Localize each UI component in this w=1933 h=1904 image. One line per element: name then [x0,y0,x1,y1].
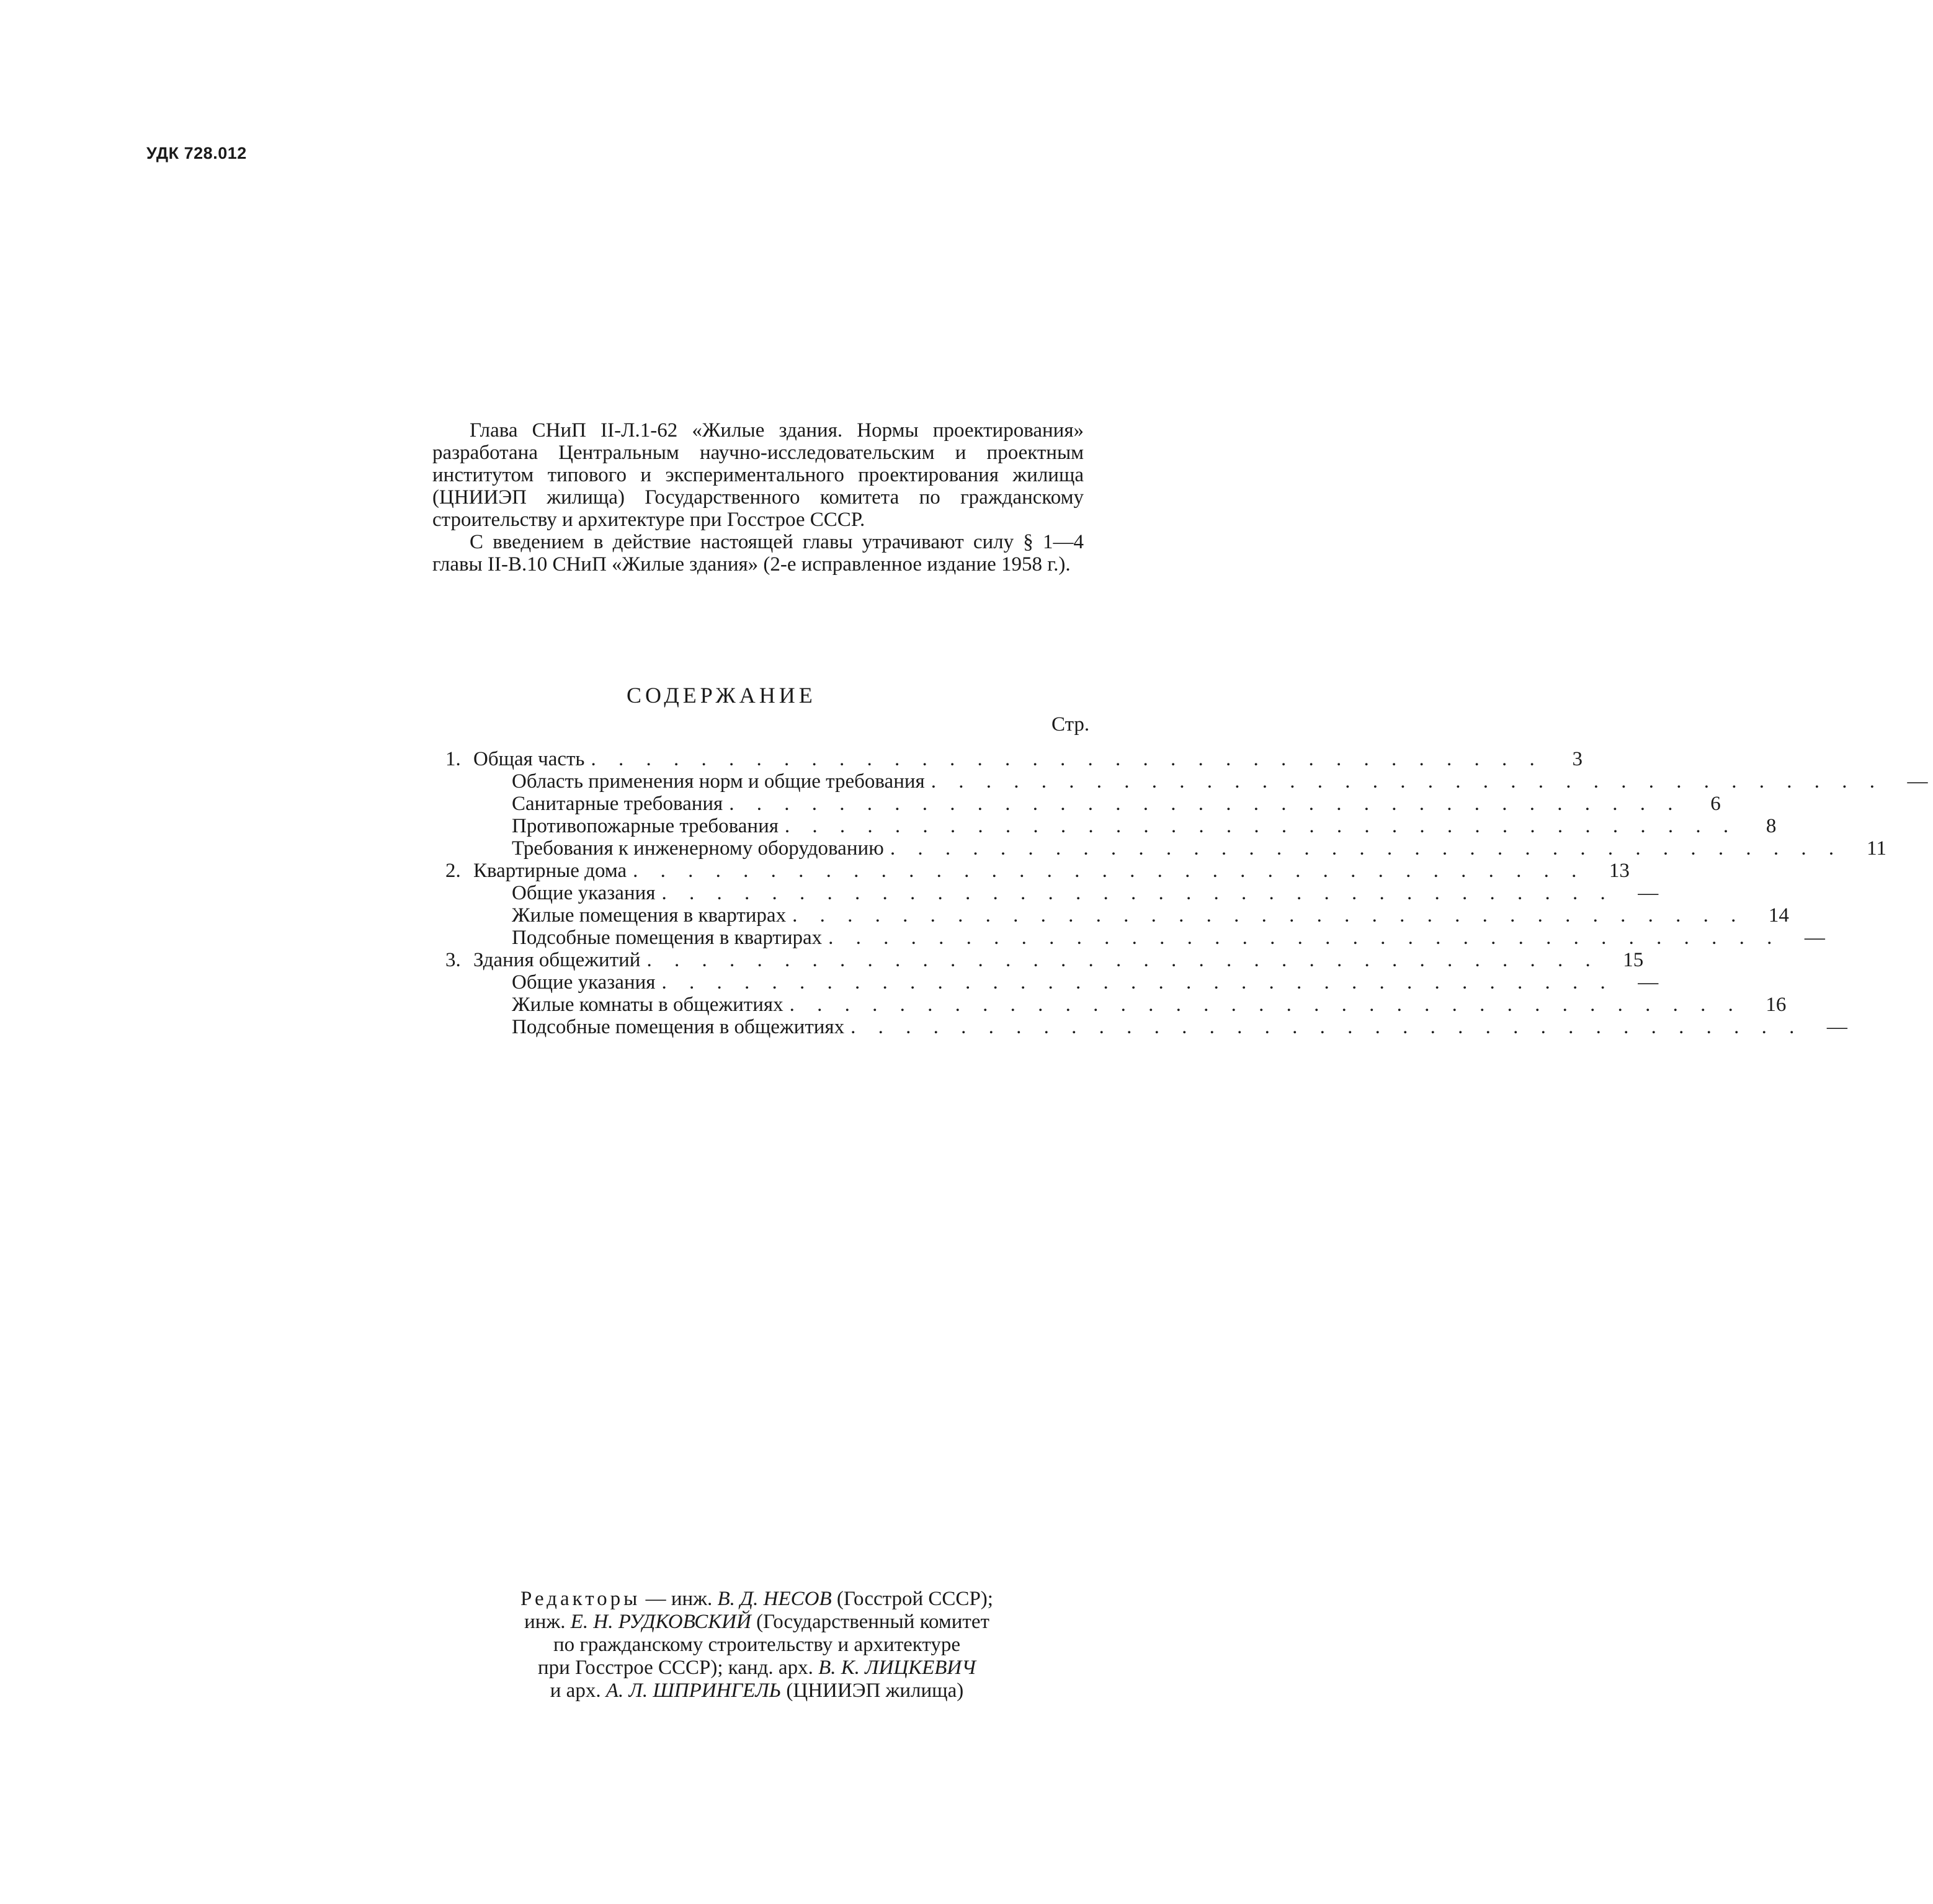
toc-entry [445,1016,1847,1038]
toc-leader-dots: . . . . . . . . . . . . . . . . . . . . . . . . . . . . . . . . . . . [789,994,1742,1016]
editors-line-3: по гражданскому строительству и архитектуре [553,1634,960,1656]
toc-leader-dots: . . . . . . . . . . . . . . . . . . . . . . . . . . . . . . . . . . . [792,904,1745,927]
toc-entry [445,994,1787,1016]
toc-entry-page: 14 [1768,904,1789,927]
toc-entry-label: Требования к инженерному оборудованию [512,837,884,860]
toc-leader-dots: . . . . . . . . . . . . . . . . . . . . . . . . . . . . . . . . . . . [661,971,1614,994]
toc-entry-label: Санитарные требования [512,793,723,815]
toc-entry-label: Квартирные дома [473,860,627,882]
toc-entry [445,949,1644,971]
udk-code: УДК 728.012 [146,144,247,162]
toc-entry [445,748,1583,770]
toc-entry [445,770,1928,793]
toc-entry-label: Общая часть [473,748,585,770]
intro-paragraph-2: С введением в действие настоящей главы утрачивают силу § 1—4 главы II-В.10 СНиП «Жилые здания» (2-е исправленное издание 1958 г.). [432,531,1084,576]
editors-line-1: Редакторы — инж. В. Д. НЕСОВ (Госстрой СССР); [520,1588,993,1610]
editors-block [447,1588,1067,1702]
toc-leader-dots: . . . . . . . . . . . . . . . . . . . . . . . . . . . . . . . . . . . [729,793,1682,815]
toc-entry-label: Область применения норм и общие требования [512,770,925,793]
toc-leader-dots: . . . . . . . . . . . . . . . . . . . . . . . . . . . . . . . . . . . [828,927,1781,949]
toc-page-column-label: Стр. [1051,713,1090,736]
toc-entry-label: Подсобные помещения в квартирах [512,927,823,949]
toc-entry-number: 2. [445,860,461,882]
toc-entry-page: — [1638,882,1659,904]
intro-paragraph-1: Глава СНиП II-Л.1-62 «Жилые здания. Нормы проектирования» разработана Центральным научно-исследовательским и проектным институтом типового и экспериментального проектирования жилища (ЦНИИЭП жилища) Государственного комитета по гражданскому строительству и архитектуре при Госстрое СССР. [432,419,1084,531]
toc-entry-page: — [1804,927,1825,949]
toc-leader-dots: . . . . . . . . . . . . . . . . . . . . . . . . . . . . . . . . . . . [931,770,1883,793]
toc-entry-label: Общие указания [512,971,656,994]
toc-entry-page: 6 [1710,793,1721,815]
toc-leader-dots: . . . . . . . . . . . . . . . . . . . . . . . . . . . . . . . . . . . [646,949,1599,971]
toc-entry-page: 8 [1766,815,1777,837]
toc-leader-dots: . . . . . . . . . . . . . . . . . . . . . . . . . . . . . . . . . . . [661,882,1614,904]
toc-leader-dots: . . . . . . . . . . . . . . . . . . . . . . . . . . . . . . . . . . . [591,748,1543,770]
toc-entry-label: Общие указания [512,882,656,904]
toc-entry-label: Подсобные помещения в общежитиях [512,1016,845,1038]
toc-leader-dots: . . . . . . . . . . . . . . . . . . . . . . . . . . . . . . . . . . . [784,815,1738,837]
toc-entry-label: Противопожарные требования [512,815,779,837]
editor-name: В. Д. НЕСОВ [717,1588,832,1610]
editors-line-4: при Госстрое СССР); канд. арх. В. К. ЛИЦКЕВИЧ [538,1657,976,1679]
toc-title: СОДЕРЖАНИЕ [627,683,816,708]
editor-name: В. К. ЛИЦКЕВИЧ [818,1657,976,1679]
toc-entry-label: Здания общежитий [473,949,641,971]
toc-entry-page: 15 [1623,949,1644,971]
toc-entry-number: 3. [445,949,461,971]
toc-entry-label: Жилые комнаты в общежитиях [512,994,783,1016]
toc-entry-page: — [1907,770,1928,793]
toc-entry [445,927,1825,949]
toc-entry-page: 11 [1867,837,1886,860]
editors-heading: Редакторы [520,1588,641,1610]
toc-leader-dots: . . . . . . . . . . . . . . . . . . . . . . . . . . . . . . . . . . . [633,860,1586,882]
editor-name: А. Л. ШПРИНГЕЛЬ [605,1679,782,1702]
table-of-contents [445,748,1928,1038]
intro-text [432,419,1084,576]
editors-line-2: инж. Е. Н. РУДКОВСКИЙ (Государственный комитет [524,1611,989,1633]
editor-name: Е. Н. РУДКОВСКИЙ [570,1611,751,1633]
toc-leader-dots: . . . . . . . . . . . . . . . . . . . . . . . . . . . . . . . . . . . [890,837,1843,860]
toc-entry [445,882,1659,904]
toc-entry-label: Жилые помещения в квартирах [512,904,787,927]
toc-entry-page: 13 [1609,860,1630,882]
toc-entry [445,837,1886,860]
toc-entry-page: — [1638,971,1659,994]
editors-line-5: и арх. А. Л. ШПРИНГЕЛЬ (ЦНИИЭП жилища) [550,1679,964,1702]
toc-entry [445,904,1789,927]
toc-entry [445,860,1630,882]
toc-leader-dots: . . . . . . . . . . . . . . . . . . . . . . . . . . . . . . . . . . . [850,1016,1803,1038]
toc-entry-page: — [1826,1016,1847,1038]
toc-entry-page: 3 [1572,748,1583,770]
toc-entry-page: 16 [1766,994,1787,1016]
toc-entry [445,815,1777,837]
toc-entry-number: 1. [445,748,461,770]
toc-entry [445,793,1721,815]
toc-entry [445,971,1659,994]
